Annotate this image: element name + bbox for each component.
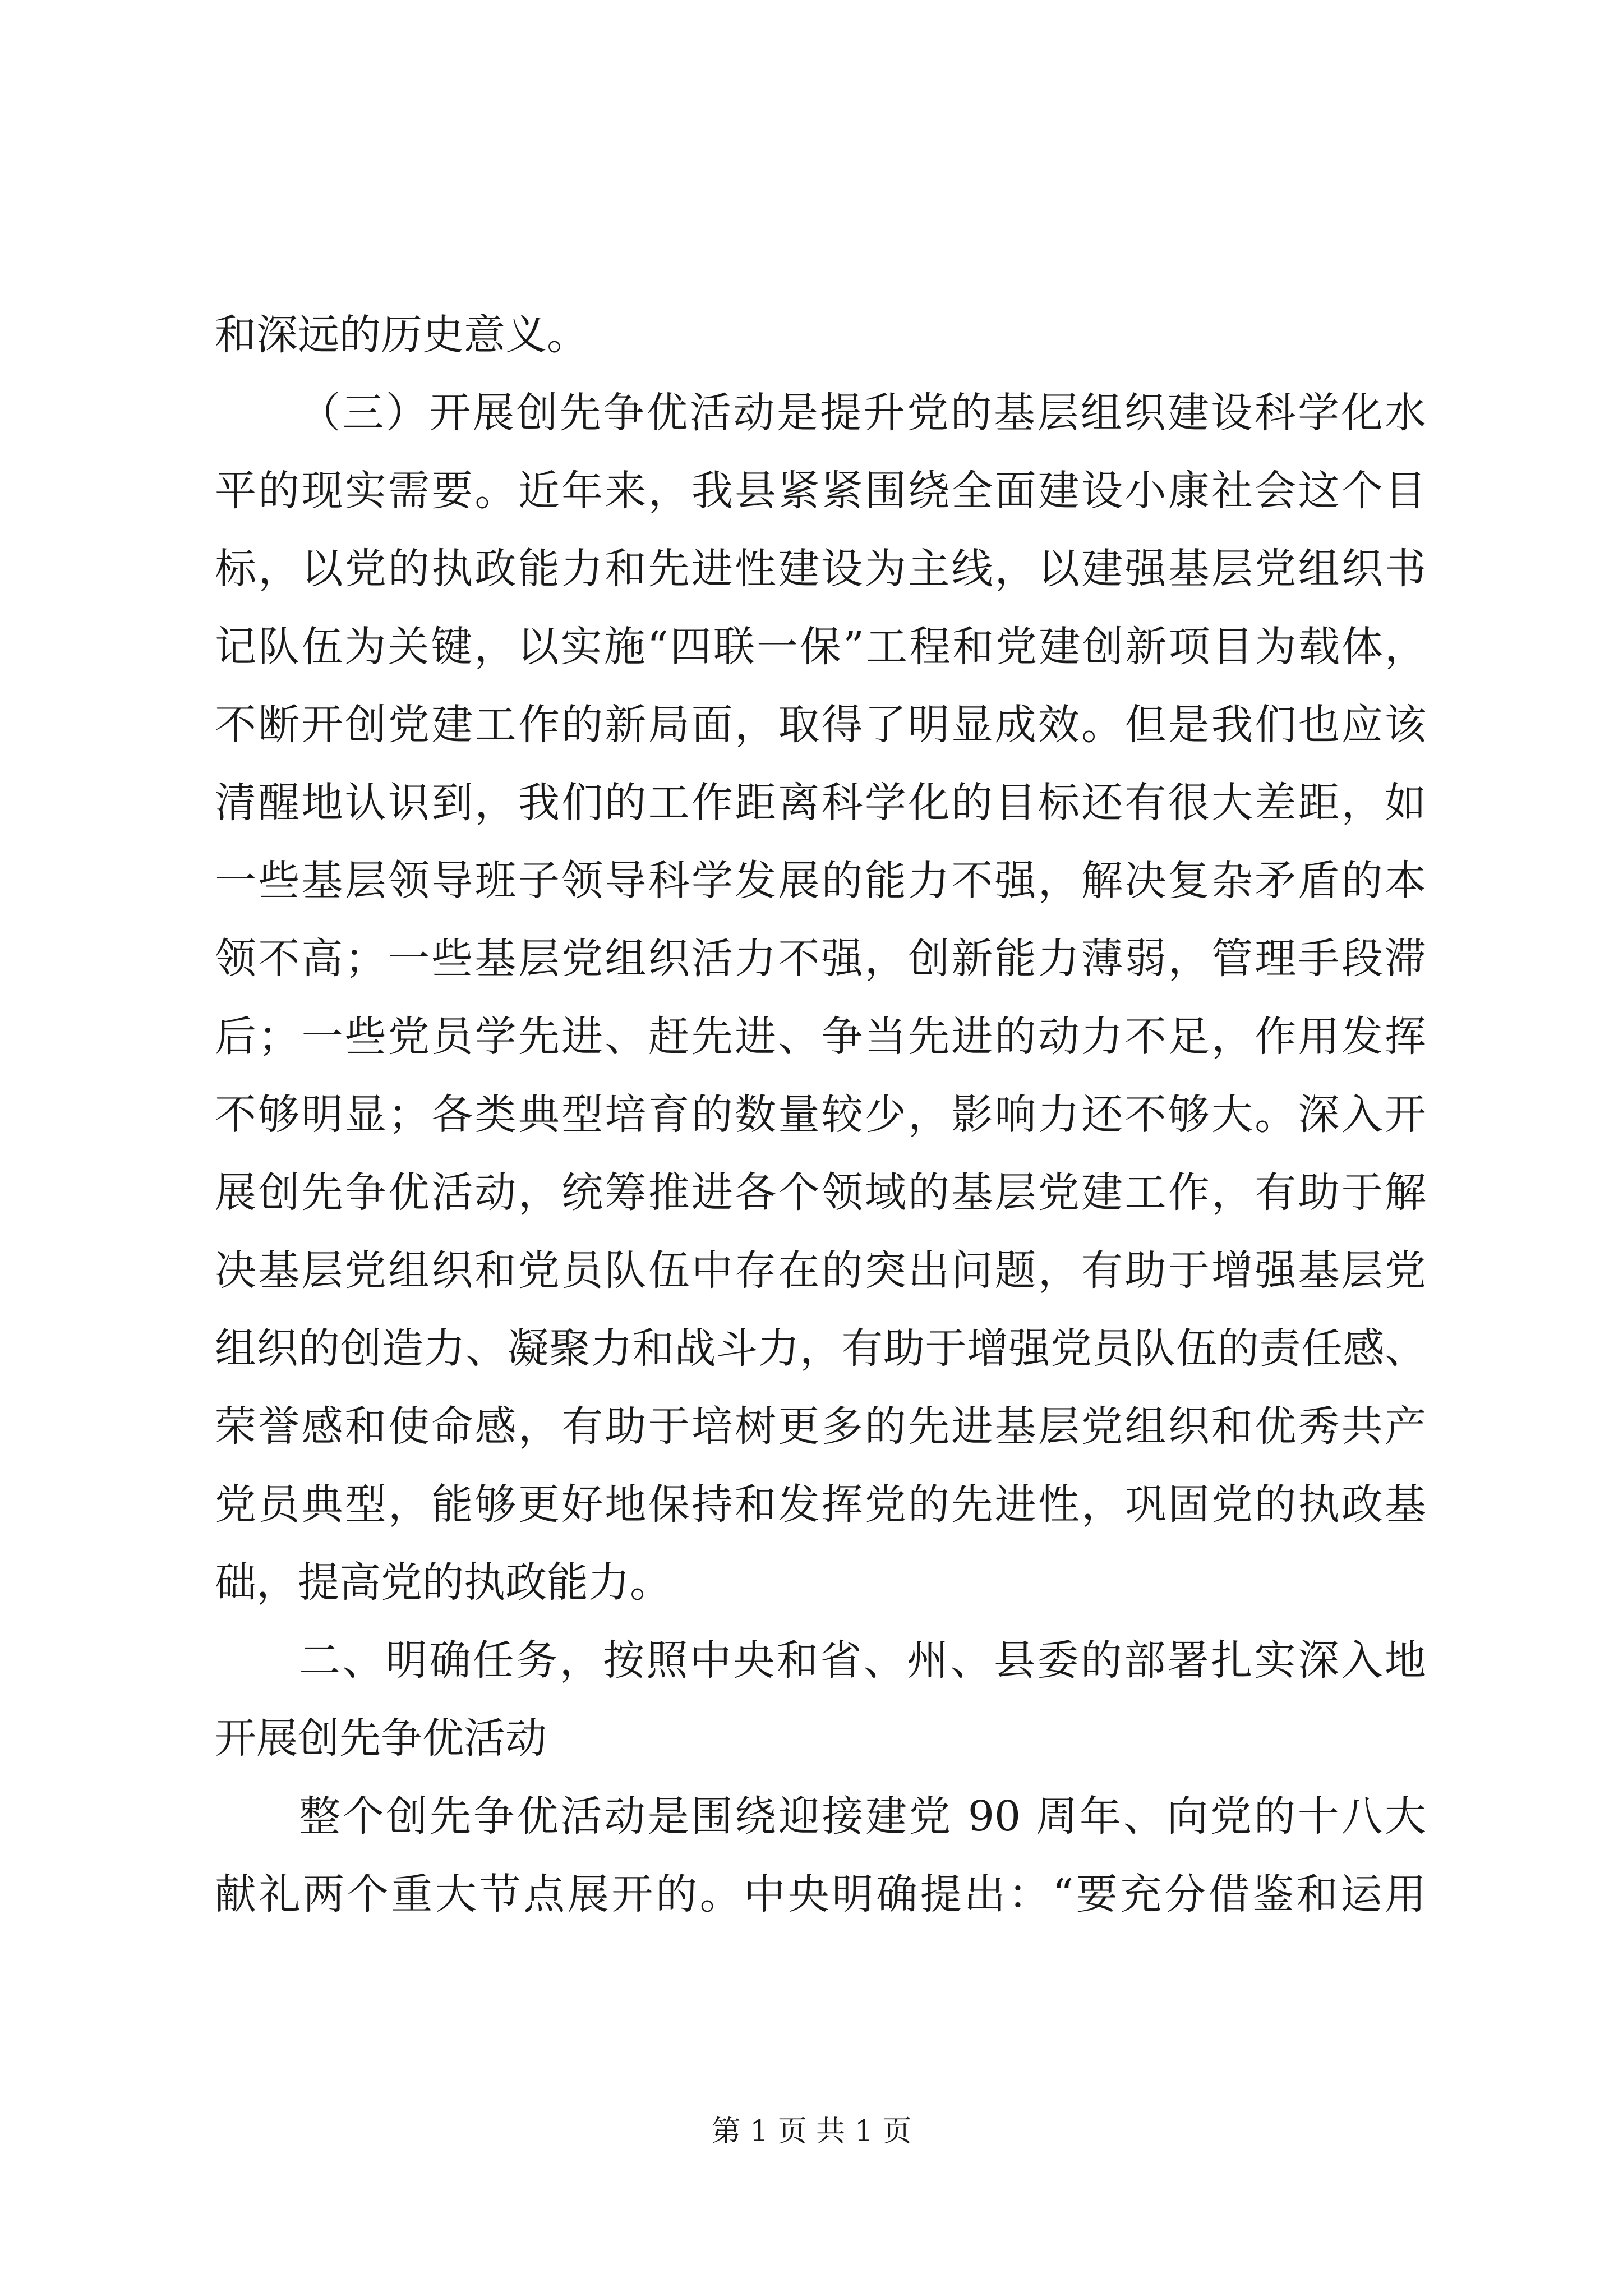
- paragraph-line: 领不高；一些基层党组织活力不强，创新能力薄弱，管理手段滞: [215, 935, 1426, 983]
- paragraph-line: （三）开展创先争优活动是提升党的基层组织建设科学化水: [299, 389, 1426, 437]
- paragraph-line: 整个创先争优活动是围绕迎接建党 90 周年、向党的十八大: [299, 1792, 1426, 1841]
- paragraph-line: 础，提高党的执政能力。: [215, 1558, 671, 1607]
- paragraph-line: 献礼两个重大节点展开的。中央明确提出：“要充分借鉴和运用: [215, 1870, 1426, 1918]
- paragraph-line: 不够明显；各类典型培育的数量较少，影响力还不够大。深入开: [215, 1091, 1426, 1139]
- paragraph-line: 平的现实需要。近年来，我县紧紧围绕全面建设小康社会这个目: [215, 467, 1426, 515]
- section-heading-line: 二、明确任务，按照中央和省、州、县委的部署扎实深入地: [299, 1636, 1426, 1685]
- paragraph-line: 一些基层领导班子领导科学发展的能力不强，解决复杂矛盾的本: [215, 857, 1426, 905]
- paragraph-line: 展创先争优活动，统筹推进各个领域的基层党建工作，有助于解: [215, 1168, 1426, 1217]
- paragraph-line: 标，以党的执政能力和先进性建设为主线，以建强基层党组织书: [215, 545, 1426, 593]
- paragraph-line: 组织的创造力、凝聚力和战斗力，有助于增强党员队伍的责任感、: [215, 1324, 1426, 1373]
- page-number-footer: 第 1 页 共 1 页: [711, 2115, 912, 2148]
- paragraph-line: 记队伍为关键，以实施“四联一保”工程和党建创新项目为载体，: [215, 623, 1426, 671]
- paragraph-line: 清醒地认识到，我们的工作距离科学化的目标还有很大差距，如: [215, 779, 1426, 827]
- section-heading-line: 开展创先争优活动: [215, 1714, 547, 1763]
- paragraph-line: 荣誉感和使命感，有助于培树更多的先进基层党组织和优秀共产: [215, 1402, 1426, 1451]
- paragraph-line: 后；一些党员学先进、赶先进、争当先进的动力不足，作用发挥: [215, 1013, 1426, 1061]
- paragraph-line: 决基层党组织和党员队伍中存在的突出问题，有助于增强基层党: [215, 1246, 1426, 1295]
- paragraph-line: 和深远的历史意义。: [215, 311, 588, 359]
- paragraph-line: 党员典型，能够更好地保持和发挥党的先进性，巩固党的执政基: [215, 1480, 1426, 1529]
- paragraph-line: 不断开创党建工作的新局面，取得了明显成效。但是我们也应该: [215, 701, 1426, 749]
